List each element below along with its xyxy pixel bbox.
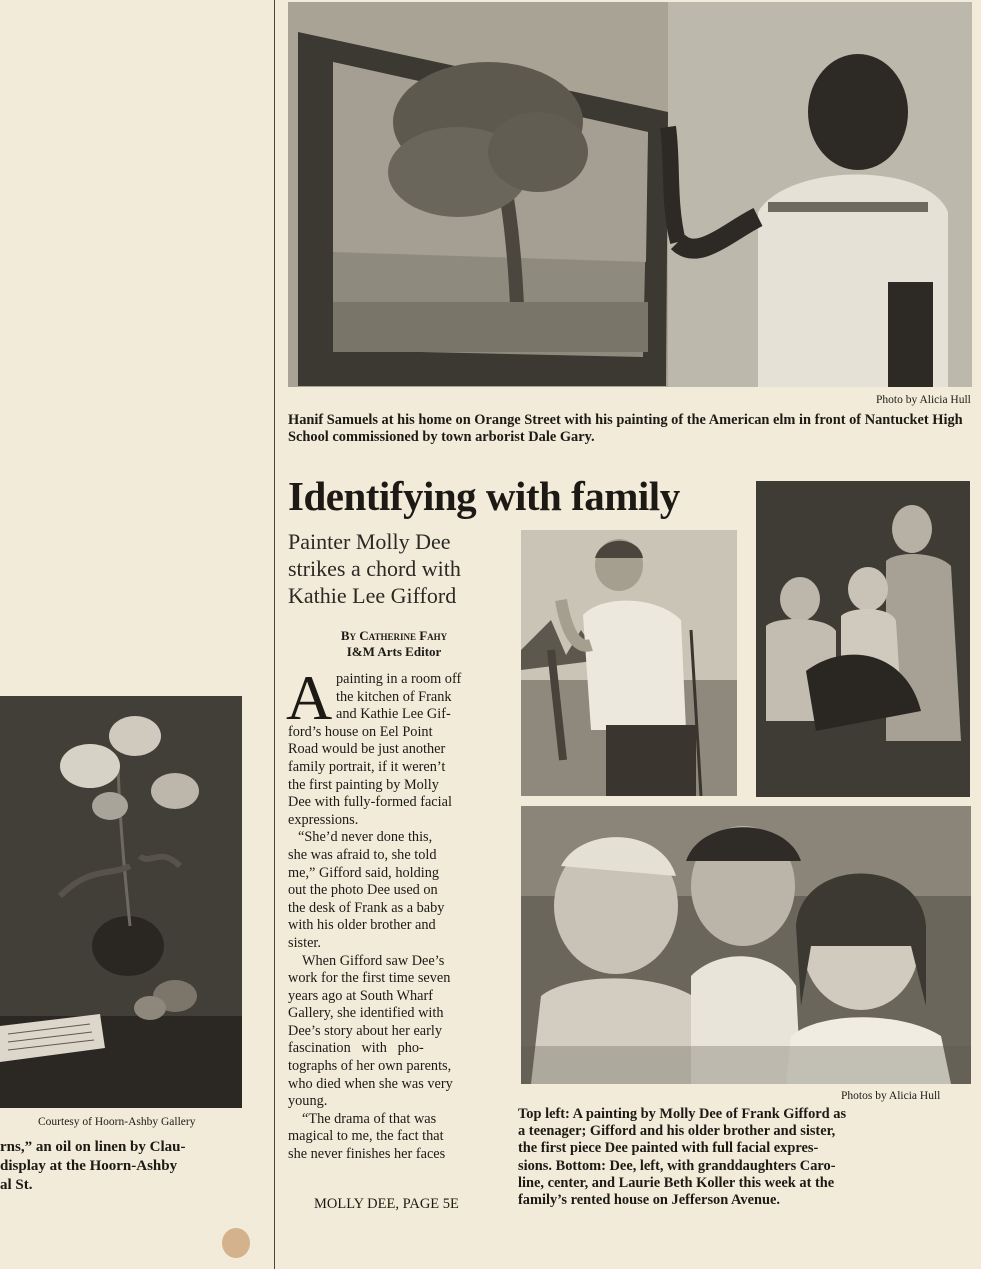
dee-family-image: [521, 806, 971, 1084]
samuels-photo-credit: Photo by Alicia Hull: [876, 394, 971, 406]
caption-line: display at the Hoorn-Ashby: [0, 1158, 178, 1174]
body-line: Dee with fully-formed facial: [288, 794, 452, 811]
body-line: When Gifford saw Dee’s: [302, 952, 445, 969]
column-divider: [274, 0, 275, 1269]
body-line: tographs of her own parents,: [288, 1058, 452, 1075]
body-line: painting in a room off: [336, 671, 462, 687]
byline: [288, 628, 500, 660]
body-line: “The drama of that was: [302, 1110, 437, 1127]
body-line: who died when she was very: [288, 1075, 453, 1092]
body-line: ford’s house on Eel Point: [288, 723, 433, 740]
jump-line-molly-dee: MOLLY DEE, PAGE 5E: [314, 1196, 459, 1212]
body-line: fascination with pho-: [288, 1040, 424, 1057]
article-headline: Identifying with family: [288, 473, 680, 519]
body-line: out the photo Dee used on: [288, 882, 438, 899]
body-line: expressions.: [288, 811, 359, 828]
article-body: [288, 671, 503, 1164]
body-line: magical to me, the fact that: [288, 1128, 444, 1145]
siblings-image: [756, 481, 970, 797]
deck-line: Painter Molly Dee: [288, 529, 451, 554]
body-line: young.: [288, 1093, 328, 1110]
body-line: Gallery, she identified with: [288, 1005, 444, 1022]
body-line: “She’d never done this,: [298, 829, 433, 846]
caption-line: Top left: A painting by Molly Dee of Frank Gifford as: [518, 1106, 847, 1122]
drop-cap: A: [286, 662, 333, 733]
teen-painting-photo: [521, 530, 737, 796]
body-line: the kitchen of Frank: [336, 688, 452, 705]
deck-line: Kathie Lee Gifford: [288, 583, 457, 608]
body-line: and Kathie Lee Gif-: [336, 706, 451, 723]
teen-painting-image: [521, 530, 737, 796]
samuels-caption: Hanif Samuels at his home on Orange Street with his painting of the American elm in front of Nantucket High School commissioned by town arborist Dale Gary.: [288, 412, 963, 445]
byline-title: I&M Arts Editor: [346, 644, 442, 659]
caption-line: family’s rented house on Jefferson Avenue.: [518, 1192, 780, 1209]
body-line: with his older brother and: [288, 917, 436, 934]
still-life-photo: [0, 696, 242, 1108]
caption-line: al St.: [0, 1177, 33, 1193]
caption-line: sions. Bottom: Dee, left, with granddaughters Caro-: [518, 1157, 836, 1174]
caption-line: a teenager; Gifford and his older brother and sister,: [518, 1123, 836, 1140]
paper-stain: [222, 1228, 250, 1258]
body-line: she was afraid to, she told: [288, 846, 437, 863]
body-line: years ago at South Wharf: [288, 987, 434, 1004]
caption-line: line, center, and Laurie Beth Koller this week at the: [518, 1174, 835, 1191]
body-line: work for the first time seven: [288, 970, 451, 987]
body-line: Dee’s story about her early: [288, 1022, 443, 1039]
caption-line: the first piece Dee painted with full facial expres-: [518, 1140, 819, 1157]
samuels-photo: [288, 2, 972, 387]
body-line: family portrait, if it weren’t: [288, 758, 446, 775]
still-life-caption: [0, 1138, 262, 1195]
body-line: Road would be just another: [288, 741, 446, 758]
samuels-image: [288, 2, 972, 387]
deck-line: strikes a chord with: [288, 556, 461, 581]
siblings-photo: [756, 481, 970, 797]
caption-line: rns,” an oil on linen by Clau-: [0, 1139, 186, 1155]
body-line: the first painting by Molly: [288, 776, 439, 793]
body-line: she never finishes her faces: [288, 1146, 446, 1163]
dee-family-photo: [521, 806, 971, 1084]
byline-author: By Catherine Fahy: [340, 628, 448, 643]
family-photos-caption: [518, 1106, 973, 1209]
body-line: sister.: [288, 934, 321, 951]
body-line: me,” Gifford said, holding: [288, 864, 440, 881]
still-life-image: [0, 696, 242, 1108]
still-life-credit: Courtesy of Hoorn-Ashby Gallery: [38, 1116, 196, 1128]
family-photos-credit: Photos by Alicia Hull: [841, 1090, 941, 1102]
article-deck: [288, 528, 513, 609]
body-line: the desk of Frank as a baby: [288, 899, 445, 916]
